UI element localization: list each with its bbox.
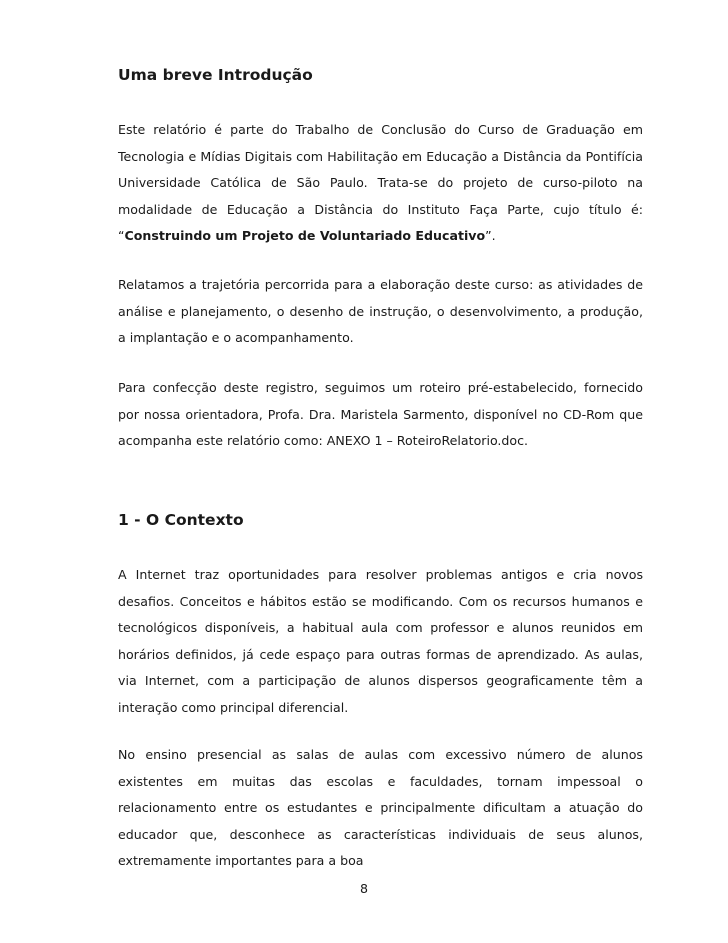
title-open-quote: “ [118, 228, 125, 244]
context-heading: 1 - O Contexto [118, 511, 244, 529]
context-paragraph-1-text: A Internet traz oportunidades para resolver problemas antigos e cria novos desafios. Conceitos e hábitos estão se modificando. Com os recursos humanos e tecnológicos disponíveis, a habitual aula com professor e alunos reunidos em horários definidos, já cede espaço para outras formas de aprendizado. As aulas, via Internet, com a participação de alunos dispersos geograficamente têm a interação como principal diferencial. [118, 567, 643, 715]
intro-paragraph-2-text: Relatamos a trajetória percorrida para a elaboração deste curso: as atividades de análise e planejamento, o desenho de instrução, o desenvolvimento, a produção, a implantação e o acompanhamento. [118, 277, 643, 346]
intro-paragraph-3-text: Para confecção deste registro, seguimos um roteiro pré-estabelecido, fornecido por nossa orientadora, Profa. Dra. Maristela Sarmento, disponível no CD-Rom que acompanha este relatório como: ANEXO 1 – RoteiroRelatorio.doc. [118, 380, 643, 449]
intro-paragraph-3 [118, 375, 643, 455]
intro-heading: Uma breve Introdução [118, 66, 313, 84]
context-paragraph-2 [118, 742, 643, 875]
intro-paragraph-2 [118, 272, 643, 352]
context-paragraph-2-text: No ensino presencial as salas de aulas com excessivo número de alunos existentes em muitas das escolas e faculdades, tornam impessoal o relacionamento entre os estudantes e principalmente dificultam a atuação do educador que, desconhece as características individuais de seus alunos, extremamente importantes para a boa [118, 747, 643, 869]
project-title: Construindo um Projeto de Voluntariado Educativo [124, 228, 486, 244]
intro-paragraph-1-text: Este relatório é parte do Trabalho de Conclusão do Curso de Graduação em Tecnologia e Mídias Digitais com Habilitação em Educação a Distância da Pontifícia Universidade Católica de São Paulo. Trata-se do projeto de curso-piloto na modalidade de Educação a Distância do Instituto Faça Parte, cujo título é: [118, 122, 643, 217]
intro-paragraph-1 [118, 117, 643, 250]
context-paragraph-1 [118, 562, 643, 722]
title-close-quote: ”. [485, 228, 496, 244]
page-number: 8 [359, 881, 368, 896]
